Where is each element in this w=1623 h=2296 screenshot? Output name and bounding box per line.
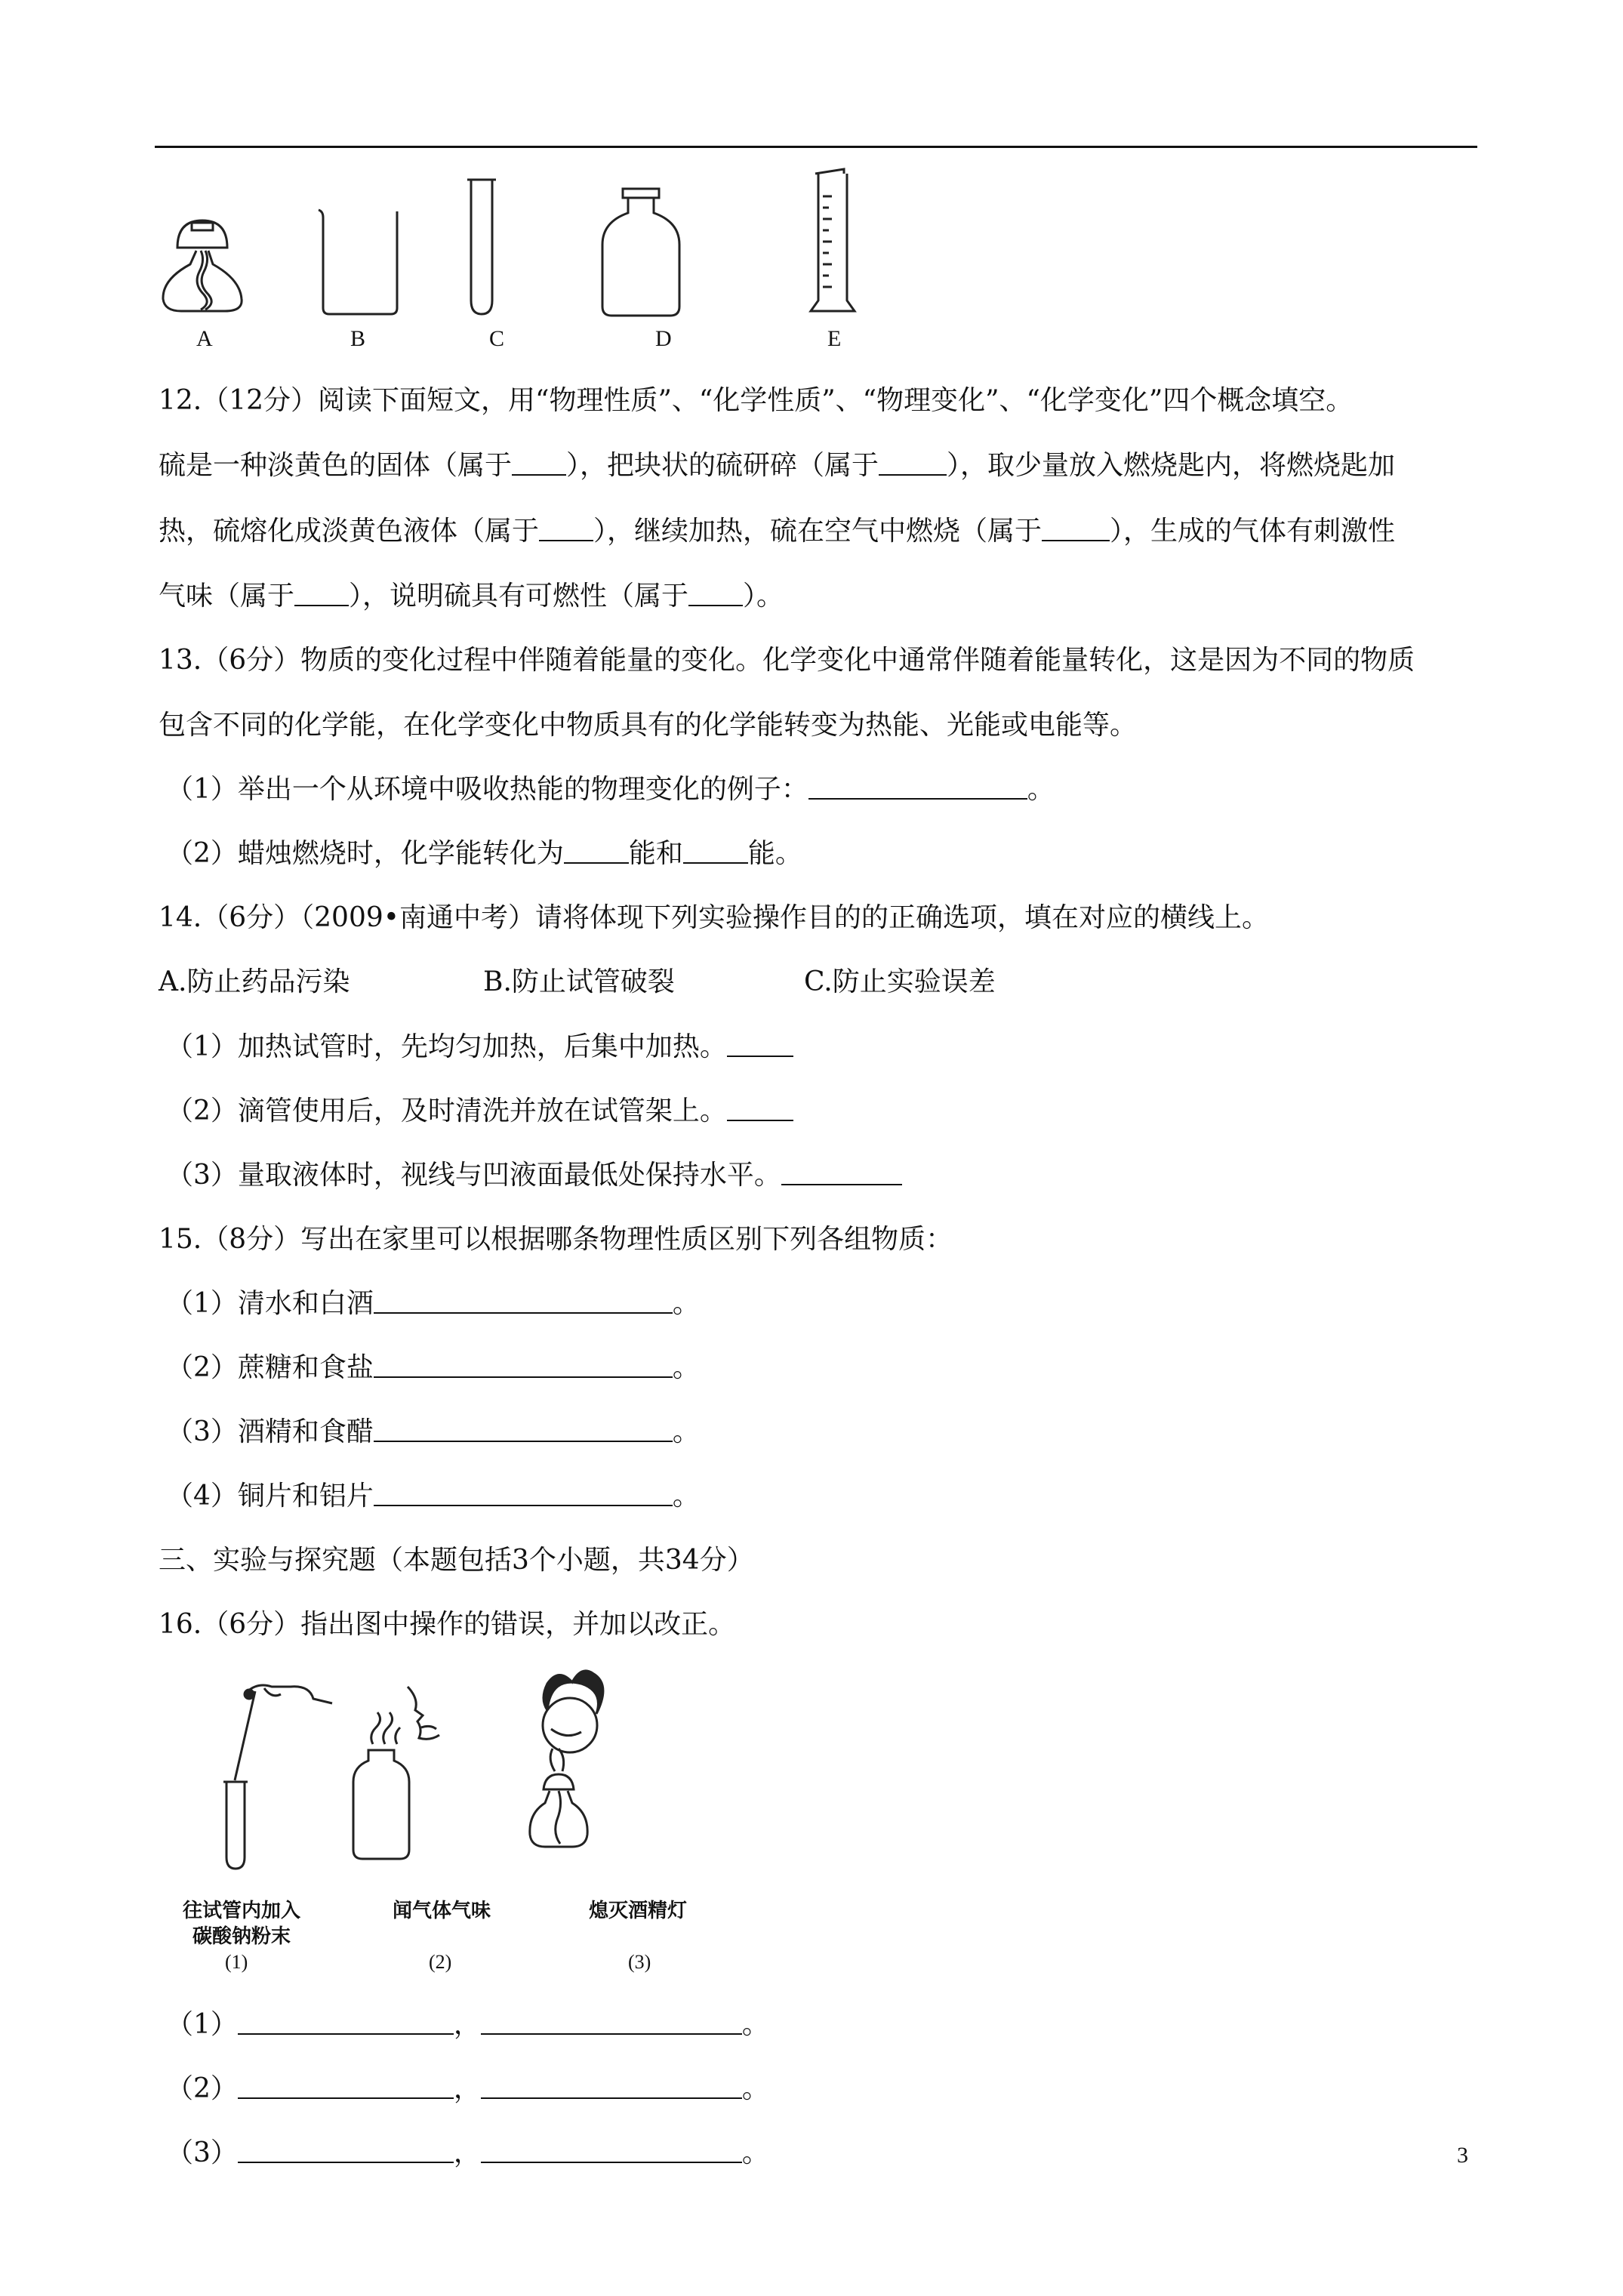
answer-blank[interactable] — [238, 2139, 454, 2163]
q16-answer-line: （1） ， 。 — [166, 2009, 769, 2040]
label-c: C — [489, 326, 505, 351]
answer-blank[interactable] — [727, 1097, 793, 1121]
q14-sub2: （2）滴管使用后，及时清洗并放在试管架上。 — [166, 1093, 793, 1130]
answer-blank[interactable] — [683, 840, 748, 864]
q12-line3: 热，硫熔化成淡黄色液体（属于 ），继续加热，硫在空气中燃烧（属于 ），生成的气体有刺激性 — [159, 516, 1396, 547]
answer-blank[interactable] — [374, 1482, 673, 1506]
answer-blank[interactable] — [688, 582, 743, 606]
q15-item: （1）清水和白酒 。 — [166, 1288, 700, 1319]
q14-option-c: C.防止实验误差 — [804, 966, 996, 997]
q15-item: （3）酒精和食醋 。 — [166, 1416, 700, 1447]
q15-stem: 15.（8分）写出在家里可以根据哪条物理性质区别下列各组物质： — [159, 1224, 953, 1255]
q14-option-b: B.防止试管破裂 — [483, 966, 675, 997]
answer-blank[interactable] — [539, 517, 593, 541]
smell-gas-icon — [353, 1687, 439, 1859]
q15-item: （4）铜片和铝片 。 — [166, 1481, 700, 1512]
q13-stem: 13.（6分）物质的变化过程中伴随着能量的变化。化学变化中通常伴随着能量转化，这是因为不同的物质 — [159, 645, 1415, 676]
fig3-number: (3) — [628, 1951, 651, 1973]
q15-item: （2）蔗糖和食盐 。 — [166, 1352, 700, 1383]
fig1-caption: 往试管内加入 碳酸钠粉末 — [182, 1900, 300, 1948]
beaker-icon — [319, 210, 397, 314]
q16-stem: 16.（6分）指出图中操作的错误，并加以改正。 — [159, 1609, 736, 1640]
q14-stem: 14.（6分）（2009•南通中考）请将体现下列实验操作目的的正确选项，填在对应的横线上。 — [159, 902, 1270, 933]
page-number: 3 — [1457, 2143, 1468, 2168]
section-heading: 三、实验与探究题（本题包括3个小题，共34分） — [159, 1545, 754, 1576]
answer-blank[interactable] — [481, 2011, 742, 2035]
answer-blank[interactable] — [781, 1161, 902, 1185]
answer-blank[interactable] — [512, 451, 566, 476]
answer-blank[interactable] — [727, 1033, 793, 1057]
answer-blank[interactable] — [1042, 517, 1110, 541]
q13-stem-2: 包含不同的化学能，在化学变化中物质具有的化学能转变为热能、光能或电能等。 — [159, 710, 1138, 741]
answer-blank[interactable] — [879, 451, 947, 476]
label-d: D — [655, 326, 672, 351]
reagent-bottle-icon — [602, 189, 679, 316]
fig2-number: (2) — [429, 1951, 452, 1973]
q14-sub1: （1）加热试管时，先均匀加热，后集中加热。 — [166, 1029, 793, 1065]
label-a: A — [196, 326, 213, 351]
answer-blank[interactable] — [481, 2139, 742, 2163]
label-e: E — [827, 326, 842, 351]
blow-out-lamp-icon — [530, 1671, 603, 1847]
q14-sub3: （3）量取液体时，视线与凹液面最低处保持水平。 — [166, 1157, 902, 1194]
fig3-caption: 熄灭酒精灯 — [588, 1900, 687, 1922]
q13-sub1: （1）举出一个从环境中吸收热能的物理变化的例子： 。 — [166, 774, 1055, 805]
lab-apparatus-figure — [151, 166, 725, 355]
answer-blank[interactable] — [238, 2075, 454, 2099]
answer-blank[interactable] — [808, 775, 1027, 800]
test-tube-icon — [467, 180, 496, 314]
q14-option-a: A.防止药品污染 — [159, 966, 350, 997]
header-rule — [155, 146, 1477, 148]
q12-line4: 气味（属于 ），说明硫具有可燃性（属于 ）。 — [159, 581, 784, 612]
test-tube-powder-icon — [223, 1685, 332, 1869]
answer-blank[interactable] — [564, 840, 629, 864]
answer-blank[interactable] — [374, 1290, 673, 1314]
label-b: B — [350, 326, 366, 351]
q12-stem: 12.（12分）阅读下面短文，用“物理性质”、“化学性质”、“物理变化”、“化学变化”四个概念填空。 — [159, 385, 1354, 416]
answer-blank[interactable] — [481, 2075, 742, 2099]
graduated-cylinder-icon — [800, 166, 861, 317]
fig2-caption: 闻气体气味 — [392, 1900, 491, 1922]
answer-blank[interactable] — [374, 1354, 673, 1378]
q16-answer-line: （3） ， 。 — [166, 2137, 769, 2168]
alcohol-lamp-icon — [163, 220, 242, 311]
q13-sub2: （2）蜡烛燃烧时，化学能转化为 能和 能。 — [166, 838, 802, 869]
answer-blank[interactable] — [294, 582, 349, 606]
q12-line2: 硫是一种淡黄色的固体（属于 ），把块状的硫研碎（属于 ），取少量放入燃烧匙内，将燃烧匙加 — [159, 450, 1396, 481]
fig1-number: (1) — [225, 1951, 248, 1973]
answer-blank[interactable] — [374, 1418, 673, 1442]
q16-answer-line: （2） ， 。 — [166, 2073, 769, 2104]
answer-blank[interactable] — [238, 2011, 454, 2035]
